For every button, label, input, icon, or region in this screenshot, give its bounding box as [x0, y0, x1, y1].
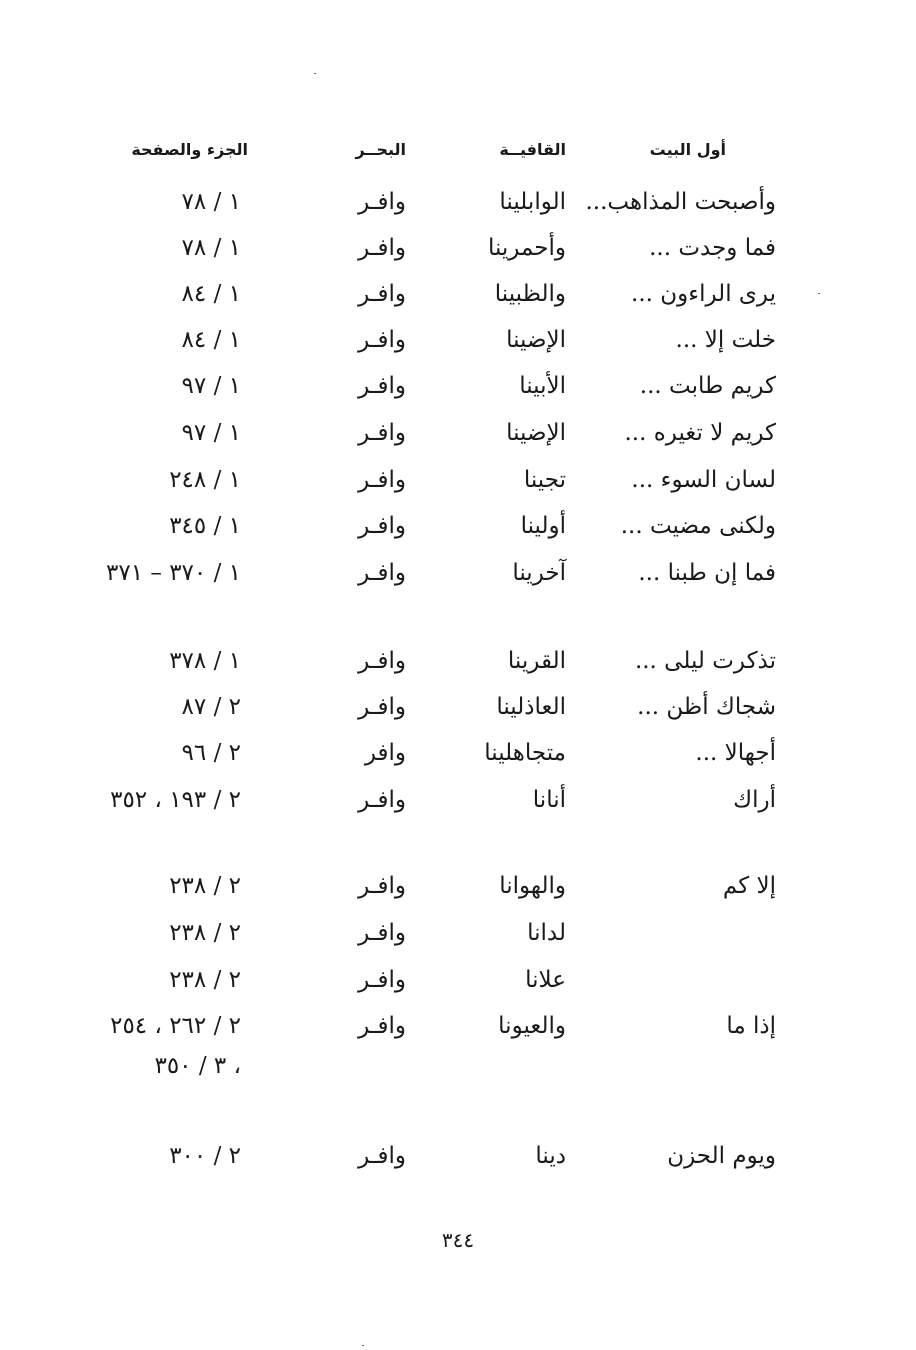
meter-cell: وافـر [358, 873, 406, 899]
header-first-verse: أول البيت [649, 140, 726, 159]
rhyme-cell: والهوانا [499, 873, 566, 899]
meter-cell: وافـر [358, 694, 406, 720]
volume-page-cell: ١ / ٣٧٠ – ٣٧١ [106, 560, 241, 586]
rhyme-cell: أنانا [532, 787, 566, 813]
first-verse-cell: كريم طابت ... [639, 373, 776, 399]
first-verse-cell: ولكنى مضيت ... [620, 513, 776, 539]
volume-page-cell: ٢ / ٢٦٢ ، ٢٥٤ ، ٣ / ٣٥٠ [110, 1013, 241, 1079]
first-verse-cell: أراك [733, 787, 776, 813]
volume-page-cell: ١ / ٨٤ [181, 281, 241, 307]
meter-cell: وافـر [358, 920, 406, 946]
volume-page-cell: ١ / ٧٨ [181, 189, 241, 215]
volume-page-cell: ٢ / ٢٣٨ [169, 967, 241, 993]
first-verse-cell: فما وجدت ... [649, 235, 776, 261]
scan-speck [314, 73, 316, 74]
meter-cell: وافـر [358, 420, 406, 446]
rhyme-cell: متجاهلينا [484, 740, 566, 766]
meter-cell: وافـر [358, 235, 406, 261]
first-verse-cell: إذا ما [726, 1013, 776, 1039]
first-verse-cell: وأصبحت المذاهب... [585, 189, 776, 215]
first-verse-cell: إلا كم [722, 873, 776, 899]
meter-cell: وافـر [358, 967, 406, 993]
first-verse-cell: شجاك أظن ... [637, 694, 776, 720]
first-verse-cell: كريم لا تغيره ... [624, 420, 776, 446]
volume-page-cell: ٢ / ٩٦ [181, 740, 241, 766]
rhyme-cell: الوابلينا [499, 189, 566, 215]
volume-page-cell: ٢ / ٢٣٨ [169, 873, 241, 899]
header-meter: البحــر [355, 140, 406, 159]
first-verse-cell: فما إن طبنا ... [638, 560, 776, 586]
volume-page-cell: ١ / ٢٤٨ [169, 467, 241, 493]
rhyme-cell: تجينا [523, 467, 566, 493]
volume-page-cell: ١ / ٣٤٥ [169, 513, 241, 539]
page-number: ٣٤٤ [441, 1228, 475, 1252]
first-verse-cell: خلت إلا ... [675, 327, 776, 353]
volume-page-cell: ١ / ٣٧٨ [169, 648, 241, 674]
header-rhyme: القافيــة [499, 140, 566, 159]
meter-cell: وافـر [358, 1013, 406, 1039]
rhyme-cell: دينا [535, 1143, 566, 1169]
volume-page-cell: ٢ / ٢٣٨ [169, 920, 241, 946]
meter-cell: وافـر [358, 467, 406, 493]
rhyme-cell: لدانا [527, 920, 566, 946]
volume-page-cell: ٢ / ١٩٣ ، ٣٥٢ [110, 787, 241, 813]
rhyme-cell: الإضينا [506, 327, 566, 353]
volume-page-cell: ٢ / ٣٠٠ [169, 1143, 241, 1169]
first-verse-cell: لسان السوء ... [631, 467, 776, 493]
scan-speck [362, 1345, 364, 1346]
volume-page-cell: ١ / ٩٧ [181, 420, 241, 446]
header-volume-page: الجزء والصفحة [131, 140, 248, 159]
meter-cell: وافـر [358, 787, 406, 813]
first-verse-cell: تذكرت ليلى ... [634, 648, 776, 674]
first-verse-cell: أجهالا ... [695, 740, 776, 766]
meter-cell: وافـر [358, 513, 406, 539]
volume-page-cell: ١ / ٧٨ [181, 235, 241, 261]
rhyme-cell: وأحمرينا [487, 235, 566, 261]
volume-page-cell: ١ / ٨٤ [181, 327, 241, 353]
rhyme-cell: آخرينا [512, 560, 566, 586]
rhyme-cell: القرينا [507, 648, 566, 674]
volume-page-cell: ٢ / ٨٧ [181, 694, 241, 720]
meter-cell: وافر [364, 740, 406, 766]
meter-cell: وافـر [358, 648, 406, 674]
rhyme-cell: والعيونا [498, 1013, 566, 1039]
rhyme-cell: أولينا [520, 513, 566, 539]
meter-cell: وافـر [358, 281, 406, 307]
meter-cell: وافـر [358, 189, 406, 215]
meter-cell: وافـر [358, 373, 406, 399]
first-verse-cell: ويوم الحزن [667, 1143, 776, 1169]
rhyme-cell: علانا [525, 967, 566, 993]
meter-cell: وافـر [358, 560, 406, 586]
rhyme-cell: الإضينا [506, 420, 566, 446]
volume-page-cell: ١ / ٩٧ [181, 373, 241, 399]
meter-cell: وافـر [358, 327, 406, 353]
rhyme-cell: العاذلينا [496, 694, 566, 720]
first-verse-cell: يرى الراءون ... [631, 281, 776, 307]
rhyme-cell: الأبينا [519, 373, 566, 399]
scan-speck [818, 293, 820, 294]
meter-cell: وافـر [358, 1143, 406, 1169]
rhyme-cell: والظبينا [494, 281, 566, 307]
